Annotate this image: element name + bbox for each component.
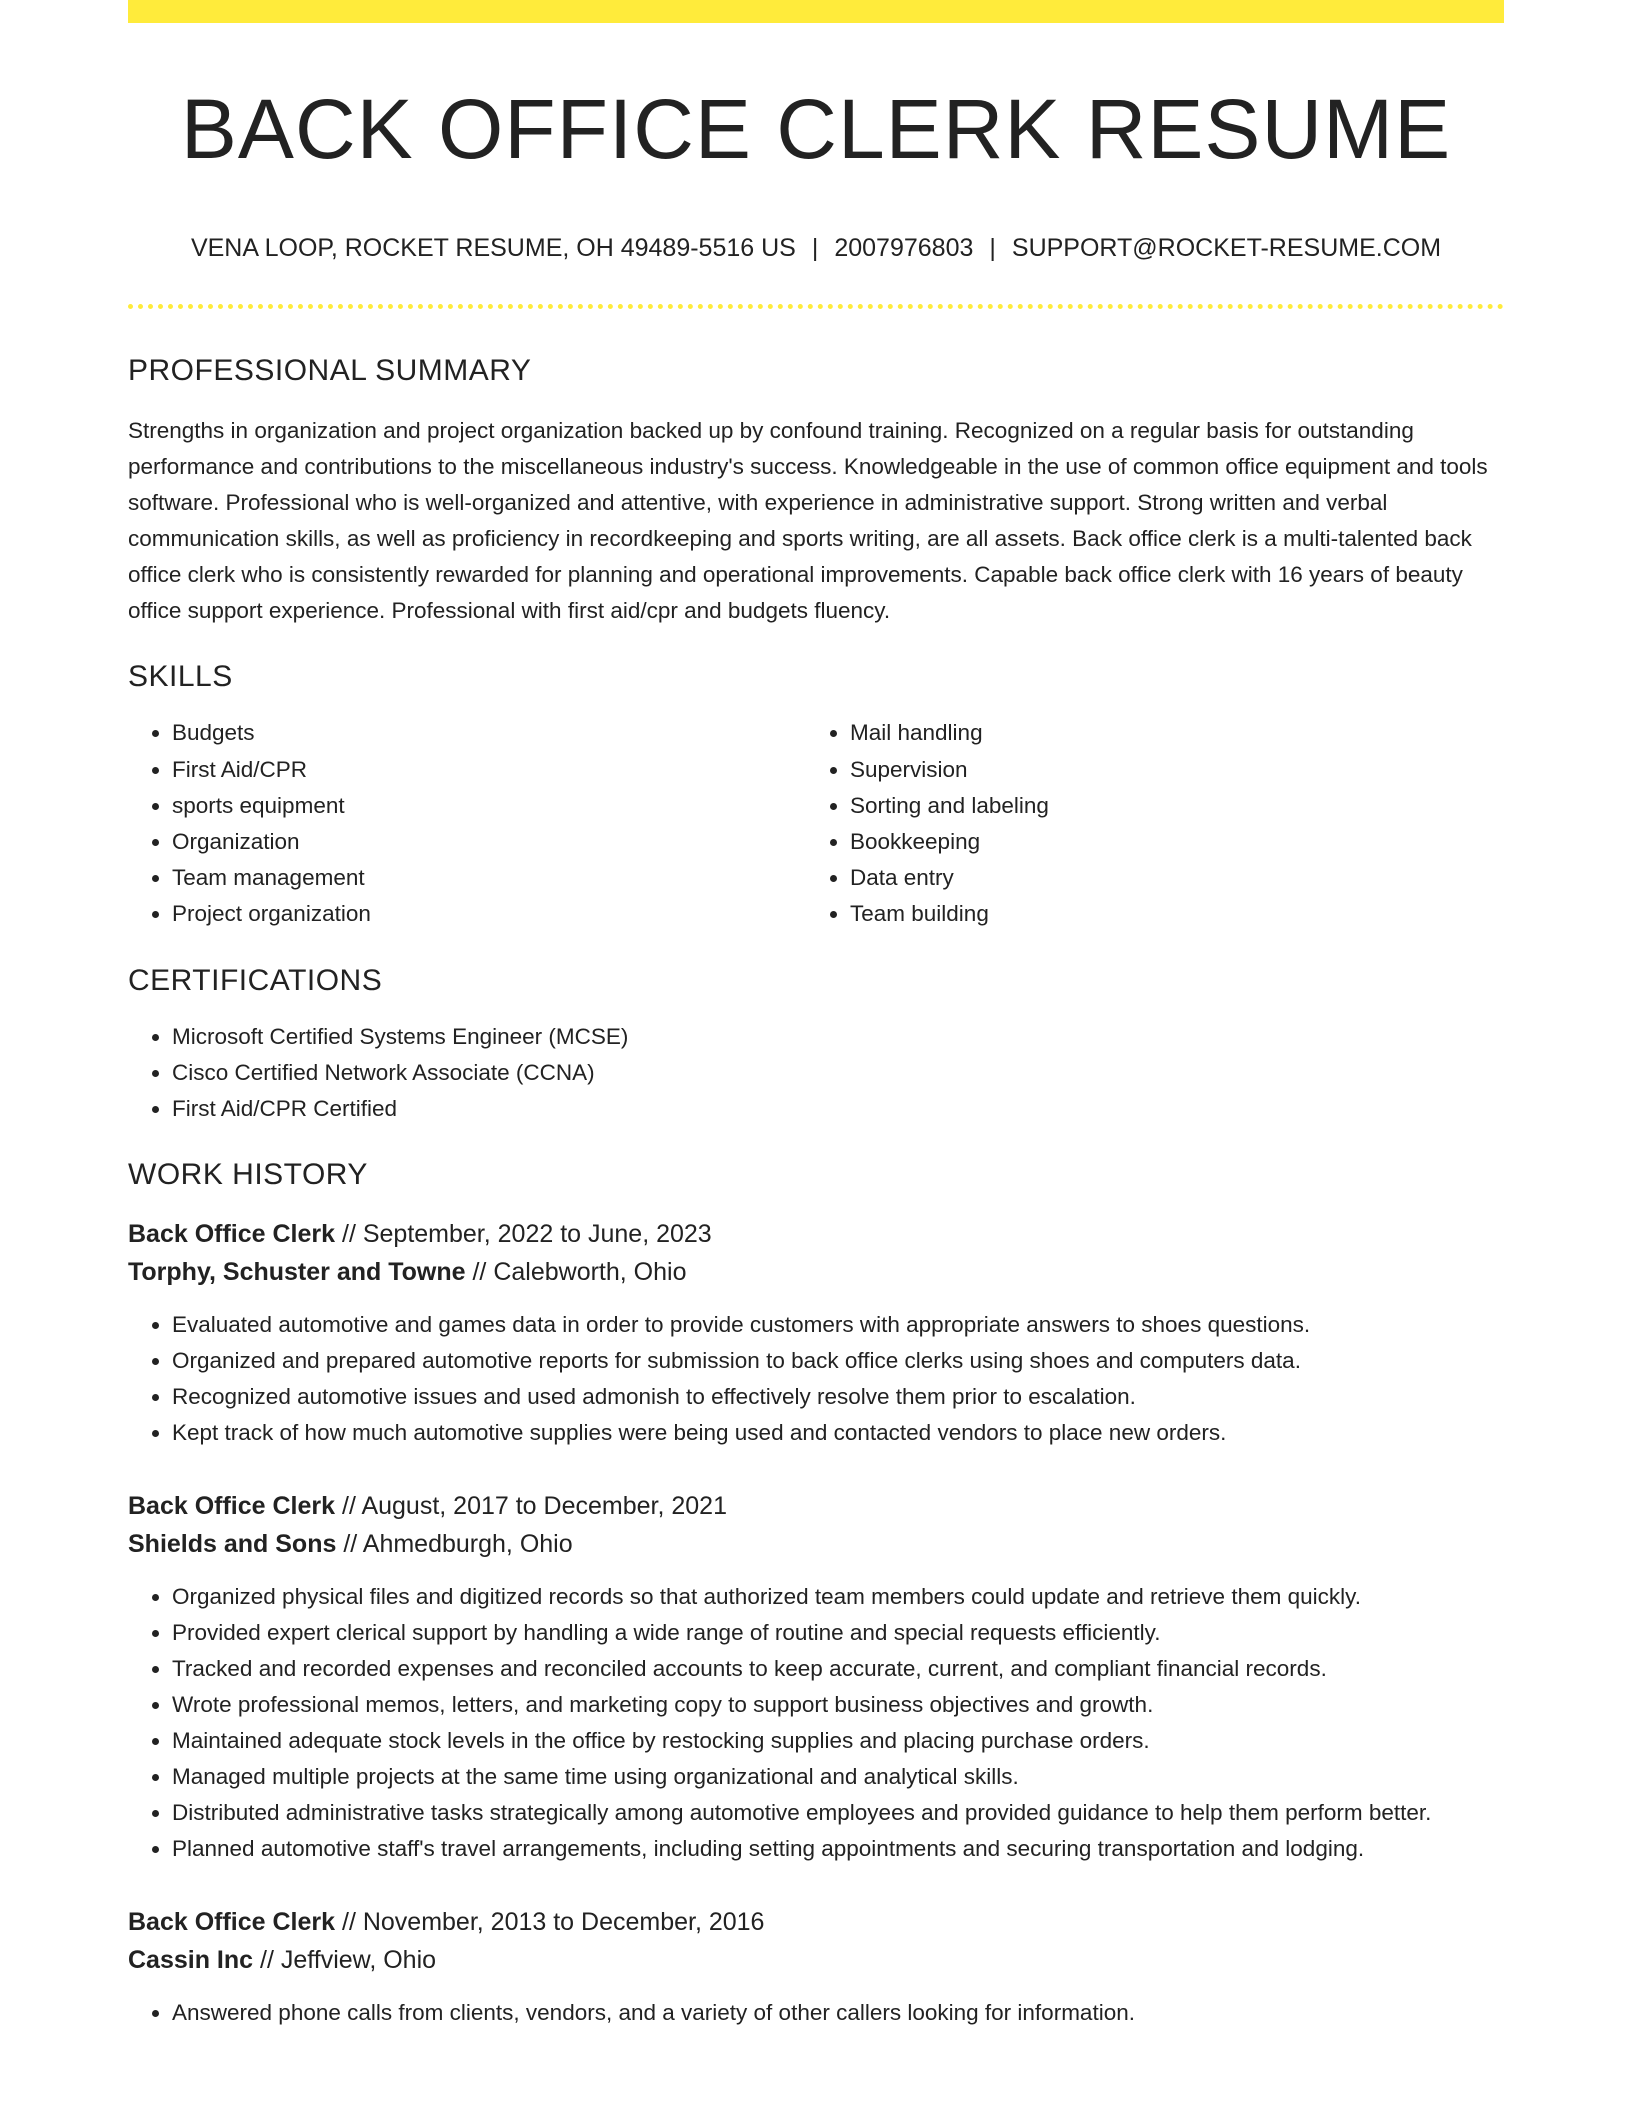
skill-item: • Bookkeeping — [850, 824, 1484, 860]
contact-email: SUPPORT@ROCKET-RESUME.COM — [1011, 234, 1442, 263]
top-accent-bar — [128, 0, 1504, 23]
job-entry — [128, 1215, 1504, 1451]
skills-heading: SKILLS — [128, 660, 233, 694]
contact-separator: | — [989, 234, 996, 263]
job-duty: • Tracked and recorded expenses and reconciled accounts to keep accurate, current, and compliant financial records. — [172, 1651, 1504, 1687]
job-company-line — [128, 1941, 1504, 1979]
work-history-heading: WORK HISTORY — [128, 1157, 368, 1191]
skill-item: • First Aid/CPR — [172, 752, 806, 788]
job-company-line — [128, 1525, 1504, 1563]
job-entry — [128, 1487, 1504, 1867]
skill-item: • Organization — [172, 824, 806, 860]
job-duty: • Organized and prepared automotive reports for submission to back office clerks using shoes and computers data. — [172, 1343, 1504, 1379]
job-duty: • Kept track of how much automotive supplies were being used and contacted vendors to place new orders. — [172, 1415, 1504, 1451]
skill-item: • Mail handling — [850, 715, 1484, 751]
job-duty: • Planned automotive staff's travel arrangements, including setting appointments and securing transportation and lodging. — [172, 1831, 1504, 1867]
job-duty: • Evaluated automotive and games data in order to provide customers with appropriate answers to shoes questions. — [172, 1307, 1504, 1343]
skills-columns — [128, 715, 1504, 932]
job-title-line — [128, 1903, 1504, 1941]
certifications-heading: CERTIFICATIONS — [128, 963, 383, 997]
job-duty: • Organized physical files and digitized records so that authorized team members could update and retrieve them quickly. — [172, 1579, 1504, 1615]
certification-item: • Microsoft Certified Systems Engineer (MCSE) — [172, 1019, 1504, 1055]
job-title: Back Office Clerk — [128, 1907, 336, 1936]
job-company-line — [128, 1253, 1504, 1291]
job-title: Back Office Clerk — [128, 1491, 336, 1520]
job-dates: // November, 2013 to December, 2016 — [335, 1907, 765, 1936]
job-duties-list — [128, 1307, 1504, 1451]
contact-separator: | — [811, 234, 819, 263]
job-duty: • Distributed administrative tasks strategically among automotive employees and provided guidance to help them perform better. — [172, 1795, 1504, 1831]
skill-item: • Data entry — [850, 860, 1484, 896]
job-location: // Ahmedburgh, Ohio — [336, 1529, 573, 1558]
job-title: Back Office Clerk — [128, 1219, 336, 1248]
contact-address: VENA LOOP, ROCKET RESUME, OH 49489-5516 US — [190, 234, 796, 263]
job-duty: • Provided expert clerical support by handling a wide range of routine and special requests efficiently. — [172, 1615, 1504, 1651]
summary-text: Strengths in organization and project organization backed up by confound training. Recognized on a regular basis for outstanding performance and contributions to the miscellaneous industry's success. Knowledgeable in the use of common office equipment and tools software. Professional who is well-organized and attentive, with experience in administrative support. Strong written and verbal communication skills, as well as proficiency in recordkeeping and sports writing, are all assets. Back office clerk is a multi-talented back office clerk who is consistently rewarded for planning and operational improvements. Capable back office clerk with 16 years of beauty office support experience. Professional with first aid/cpr and budgets fluency. — [128, 418, 1488, 624]
skill-item: • Team building — [850, 896, 1484, 932]
job-title-line — [128, 1487, 1504, 1525]
certification-item: • Cisco Certified Network Associate (CCNA) — [172, 1055, 1504, 1091]
resume-page — [128, 0, 1504, 2031]
job-duties-list — [128, 1579, 1504, 1867]
certification-item: • First Aid/CPR Certified — [172, 1091, 1504, 1127]
job-duty: • Recognized automotive issues and used admonish to effectively resolve them prior to escalation. — [172, 1379, 1504, 1415]
job-duty: • Answered phone calls from clients, vendors, and a variety of other callers looking for information. — [172, 1995, 1504, 2031]
skills-list-right — [806, 715, 1484, 932]
job-dates: // August, 2017 to December, 2021 — [335, 1491, 727, 1520]
skill-item: • Supervision — [850, 752, 1484, 788]
job-duty: • Maintained adequate stock levels in the office by restocking supplies and placing purchase orders. — [172, 1723, 1504, 1759]
job-location: // Jeffview, Ohio — [253, 1945, 437, 1974]
job-company: Torphy, Schuster and Towne — [128, 1257, 466, 1286]
job-company: Cassin Inc — [128, 1945, 254, 1974]
contact-line — [128, 233, 1504, 263]
summary-heading: PROFESSIONAL SUMMARY — [128, 354, 532, 388]
job-location: // Calebworth, Ohio — [465, 1257, 687, 1286]
certifications-list — [128, 1019, 1504, 1127]
skill-item: • Team management — [172, 860, 806, 896]
job-company: Shields and Sons — [128, 1529, 337, 1558]
resume-title: BACK OFFICE CLERK RESUME — [180, 82, 1452, 176]
job-duty: • Managed multiple projects at the same time using organizational and analytical skills. — [172, 1759, 1504, 1795]
job-duties-list — [128, 1995, 1504, 2031]
skill-item: • sports equipment — [172, 788, 806, 824]
job-dates: // September, 2022 to June, 2023 — [335, 1219, 712, 1248]
contact-phone: 2007976803 — [834, 234, 974, 263]
job-duty: • Wrote professional memos, letters, and marketing copy to support business objectives and growth. — [172, 1687, 1504, 1723]
skill-item: • Project organization — [172, 896, 806, 932]
dotted-divider — [128, 304, 1504, 309]
job-title-line — [128, 1215, 1504, 1253]
skills-list-left — [128, 715, 806, 932]
skill-item: • Sorting and labeling — [850, 788, 1484, 824]
skill-item: • Budgets — [172, 715, 806, 751]
job-entry — [128, 1903, 1504, 2031]
